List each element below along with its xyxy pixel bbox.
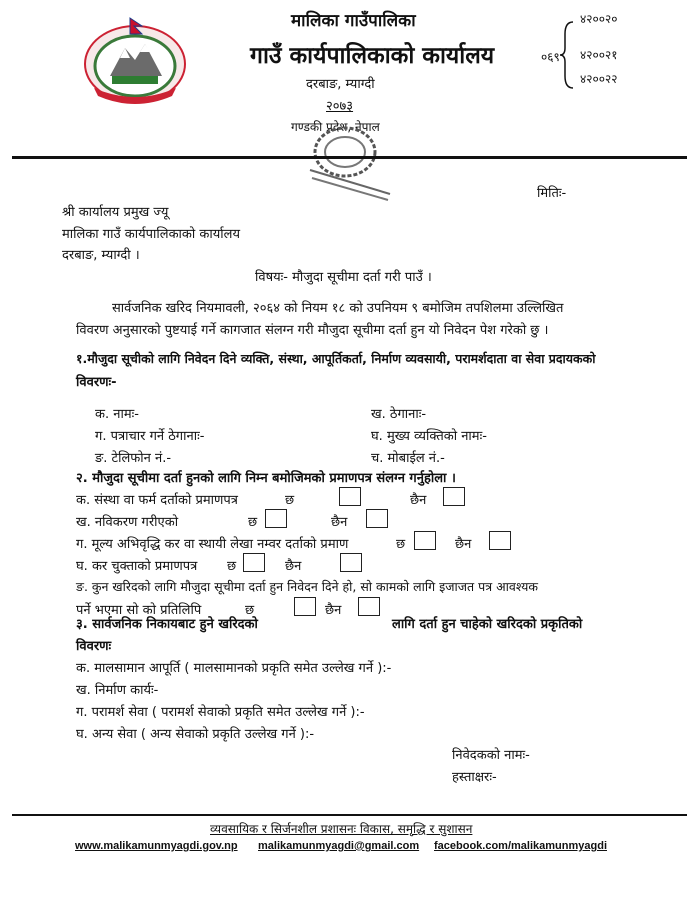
section-3-heading: ३. सार्वजनिक निकायबाट हुने खरिदको xyxy=(76,617,258,632)
item-a-yes-label: छ xyxy=(285,493,295,508)
recipient-line-1: श्री कार्यालय प्रमुख ज्यू xyxy=(62,205,169,220)
procure-consulting: ग. परामर्श सेवा ( परामर्श सेवाको प्रकृति समेत उल्लेख गर्ने ):- xyxy=(76,705,365,720)
item-c-label: ग. मूल्य अभिवृद्धि कर वा स्थायी लेखा नम्वर दर्ताको प्रमाण xyxy=(76,537,349,552)
footer-rule xyxy=(12,814,687,816)
office-name: गाउँ कार्यपालिकाको कार्यालय xyxy=(250,43,495,69)
phone-3: ४२००२२ xyxy=(580,72,618,86)
field-mobile: च. मोबाईल नं.- xyxy=(371,451,445,466)
item-e-yes-label: छ xyxy=(245,603,255,618)
item-e-label-cont: पर्ने भएमा सो को प्रतिलिपि xyxy=(76,603,202,618)
item-b-no-label: छैन xyxy=(331,515,348,530)
signature-label: हस्ताक्षरः- xyxy=(452,770,497,785)
field-name: क. नामः- xyxy=(95,407,139,422)
item-c-no-checkbox[interactable] xyxy=(489,531,511,550)
field-telephone: ङ. टेलिफोन नं.- xyxy=(95,451,172,466)
office-location: दरबाङ, म्याग्दी xyxy=(306,77,375,92)
item-a-no-checkbox[interactable] xyxy=(443,487,465,506)
province-line: गण्डकी प्रदेश, नेपाल xyxy=(291,120,380,134)
establishment-year: २०७३ xyxy=(326,99,354,114)
item-d-yes-label: छ xyxy=(227,559,237,574)
item-d-no-label: छैन xyxy=(285,559,302,574)
section-3-heading-cont: विवरणः xyxy=(76,639,112,654)
section-1-heading: १.मौजुदा सूचीको लागि निवेदन दिने व्यक्ति, संस्था, आपूर्तिकर्ता, निर्माण व्यवसायी, परामर्शदाता वा सेवा प्रदायकको xyxy=(76,351,596,366)
item-a-label: क. संस्था वा फर्म दर्ताको प्रमाणपत्र xyxy=(76,493,238,508)
phone-prefix: ०६९ xyxy=(541,50,560,64)
phone-brace xyxy=(559,20,575,90)
footer-facebook-link[interactable]: facebook.com/malikamunmyagdi xyxy=(434,840,607,852)
item-a-no-label: छैन xyxy=(410,493,427,508)
item-c-yes-checkbox[interactable] xyxy=(414,531,436,550)
field-correspondence: ग. पत्राचार गर्ने ठेगानाः- xyxy=(95,429,205,444)
item-d-label: घ. कर चुक्ताको प्रमाणपत्र xyxy=(76,559,198,574)
org-name: मालिका गाउँपालिका xyxy=(291,11,416,31)
section-1-heading-cont: विवरणः- xyxy=(76,375,117,390)
field-main-person: घ. मुख्य व्यक्तिको नामः- xyxy=(371,429,487,444)
intro-line-2: विवरण अनुसारको पुष्टयाई गर्ने कागजात संलग्न गरी मौजुदा सूचीमा दर्ता हुन यो निवेदन पेश गरेको छु । xyxy=(76,323,549,338)
header-rule xyxy=(12,156,687,159)
footer-email-link[interactable]: malikamunmyagdi@gmail.com xyxy=(258,840,420,852)
subject-line: विषयः- मौजुदा सूचीमा दर्ता गरी पाउँ । xyxy=(255,270,432,285)
section-3-heading-right: लागि दर्ता हुन चाहेको खरिदको प्रकृतिको xyxy=(392,617,583,632)
item-b-label: ख. नविकरण गरीएको xyxy=(76,515,179,530)
phone-1: ४२००२० xyxy=(580,12,618,26)
recipient-line-3: दरबाङ, म्याग्दी । xyxy=(62,248,140,263)
item-e-yes-checkbox[interactable] xyxy=(294,597,316,616)
footer-website-link[interactable]: www.malikamunmyagdi.gov.np xyxy=(75,840,238,852)
item-e-label: ङ. कुन खरिदको लागि मौजुदा सूचीमा दर्ता हुन निवेदन दिने हो, सो कामको लागि इजाजत पत्र आवश्यक xyxy=(76,579,538,594)
procure-other: घ. अन्य सेवा ( अन्य सेवाको प्रकृति उल्लेख गर्ने ):- xyxy=(76,727,315,742)
item-c-no-label: छैन xyxy=(455,537,472,552)
item-b-no-checkbox[interactable] xyxy=(366,509,388,528)
footer-slogan: व्यवसायिक र सिर्जनशील प्रशासनः विकास, समृद्धि र सुशासन xyxy=(210,822,473,836)
date-label: मितिः- xyxy=(537,186,567,201)
procure-construction: ख. निर्माण कार्यः- xyxy=(76,683,159,698)
phone-2: ४२००२१ xyxy=(580,48,618,62)
item-e-no-label: छैन xyxy=(325,603,342,618)
item-e-no-checkbox[interactable] xyxy=(358,597,380,616)
item-b-yes-checkbox[interactable] xyxy=(265,509,287,528)
applicant-name-label: निवेदकको नामः- xyxy=(452,748,530,763)
field-address: ख. ठेगानाः- xyxy=(371,407,427,422)
item-b-yes-label: छ xyxy=(248,515,258,530)
item-c-yes-label: छ xyxy=(396,537,406,552)
recipient-line-2: मालिका गाउँ कार्यपालिकाको कार्यालय xyxy=(62,227,241,242)
item-d-yes-checkbox[interactable] xyxy=(243,553,265,572)
procure-goods: क. मालसामान आपूर्ति ( मालसामानको प्रकृति समेत उल्लेख गर्ने ):- xyxy=(76,661,392,676)
section-2-heading: २. मौजुदा सूचीमा दर्ता हुनको लागि निम्न बमोजिमको प्रमाणपत्र संलग्न गर्नुहोला । xyxy=(76,471,456,486)
item-d-no-checkbox[interactable] xyxy=(340,553,362,572)
intro-line-1: सार्वजनिक खरिद नियमावली, २०६४ को नियम १८ को उपनियम ९ बमोजिम तपशिलमा उल्लिखित xyxy=(112,301,564,316)
nepal-emblem-logo xyxy=(80,14,190,106)
item-a-yes-checkbox[interactable] xyxy=(339,487,361,506)
